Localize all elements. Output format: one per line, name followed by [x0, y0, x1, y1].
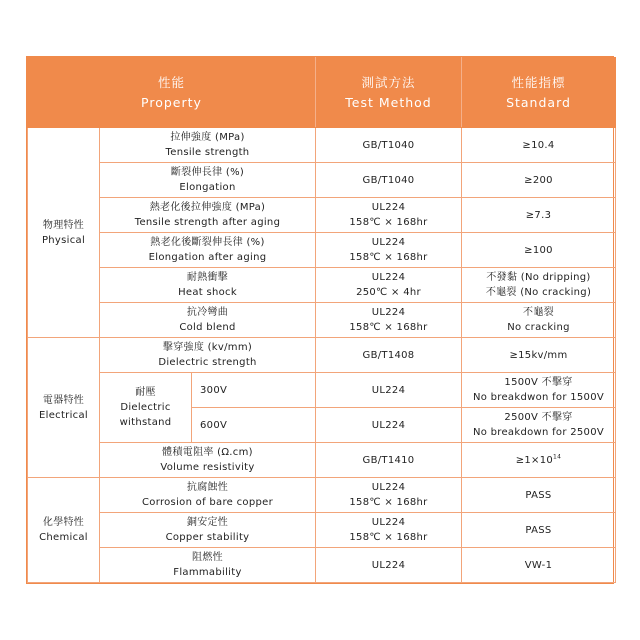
property-en: Dielectric — [120, 402, 171, 413]
property-zh: 阻燃性 — [192, 552, 223, 563]
standard-line: ≥100 — [524, 244, 553, 256]
spec-table-container — [26, 56, 614, 584]
standard-cell — [462, 373, 616, 408]
header-standard — [462, 58, 616, 128]
method-line: UL224 — [371, 202, 406, 213]
standard-exponent: 14 — [553, 453, 562, 461]
category-physical — [28, 128, 100, 338]
property-cell — [100, 548, 316, 583]
category-en: Chemical — [39, 532, 88, 543]
property-zh: 熱老化後斷裂伸長律 (%) — [150, 237, 265, 248]
method-cell — [316, 548, 462, 583]
property-en: Elongation — [179, 182, 236, 193]
standard-cell — [462, 198, 616, 233]
property-zh: 抗腐蝕性 — [186, 482, 229, 493]
category-zh: 化學特性 — [42, 517, 85, 528]
method-cell — [316, 233, 462, 268]
method-cell — [316, 338, 462, 373]
property-zh: 拉伸強度 (MPa) — [170, 132, 245, 143]
header-property-en: Property — [141, 94, 202, 110]
table-row — [28, 478, 616, 513]
property-zh: 銅安定性 — [186, 517, 229, 528]
table-row — [28, 303, 616, 338]
method-line: 158℃ × 168hr — [349, 252, 428, 263]
voltage-label: 300V — [200, 384, 228, 396]
standard-line: 不龜裂 — [523, 307, 554, 318]
method-line: 250℃ × 4hr — [356, 287, 421, 298]
category-electrical — [28, 338, 100, 478]
property-en: Tensile strength — [165, 147, 250, 158]
property-zh: 耐熱衝擊 — [186, 272, 229, 283]
property-zh: 擊穿強度 (kv/mm) — [162, 342, 253, 353]
method-line: 158℃ × 168hr — [349, 532, 428, 543]
standard-line: ≥15kv/mm — [509, 349, 568, 361]
property-en: Corrosion of bare copper — [142, 497, 273, 508]
standard-line: ≥10.4 — [522, 139, 555, 151]
withstand-cell — [100, 373, 192, 443]
method-line: 158℃ × 168hr — [349, 497, 428, 508]
standard-cell — [462, 548, 616, 583]
property-en: Volume resistivity — [160, 462, 255, 473]
standard-cell — [462, 478, 616, 513]
method-line: UL224 — [371, 237, 406, 248]
method-cell — [316, 303, 462, 338]
property-en: Dielectric strength — [158, 357, 257, 368]
table-row — [28, 443, 616, 478]
property-zh: 抗冷彎曲 — [186, 307, 229, 318]
header-property-zh: 性能 — [157, 74, 185, 90]
method-line: GB/T1408 — [362, 349, 415, 361]
method-cell — [316, 198, 462, 233]
standard-line: No cracking — [507, 322, 570, 333]
standard-line: 不龜裂 (No cracking) — [485, 287, 592, 298]
header-method-en: Test Method — [345, 94, 432, 110]
standard-line: ≥7.3 — [525, 209, 552, 221]
standard-line: VW-1 — [524, 559, 553, 571]
header-method-zh: 測試方法 — [361, 74, 416, 90]
voltage-cell — [192, 408, 316, 443]
category-en: Physical — [41, 234, 86, 246]
standard-cell — [462, 443, 616, 478]
method-cell — [316, 373, 462, 408]
method-line: UL224 — [371, 559, 406, 571]
standard-line: PASS — [525, 524, 552, 536]
standard-line: 2500V 不擊穿 — [504, 412, 573, 423]
method-line: UL224 — [371, 419, 406, 431]
property-cell — [100, 443, 316, 478]
standard-cell — [462, 408, 616, 443]
property-cell — [100, 303, 316, 338]
standard-line: No breakdown for 2500V — [472, 427, 605, 438]
voltage-cell — [192, 373, 316, 408]
method-line: UL224 — [371, 517, 406, 528]
category-zh: 物理特性 — [42, 219, 85, 231]
standard-line: 不發黏 (No dripping) — [486, 272, 591, 283]
property-zh: 耐壓 — [135, 387, 156, 398]
method-cell — [316, 128, 462, 163]
table-row — [28, 128, 616, 163]
standard-cell — [462, 513, 616, 548]
voltage-label: 600V — [200, 419, 228, 431]
property-cell — [100, 513, 316, 548]
method-line: UL224 — [371, 482, 406, 493]
standard-cell — [462, 303, 616, 338]
property-cell — [100, 268, 316, 303]
standard-line: ≥200 — [524, 174, 553, 186]
property-en: Elongation after aging — [148, 252, 267, 263]
standard-line: No breakdwon for 1500V — [472, 392, 605, 403]
table-row — [28, 513, 616, 548]
method-line: GB/T1040 — [362, 139, 415, 151]
standard-line: PASS — [525, 489, 552, 501]
table-row — [28, 373, 616, 408]
property-zh: 體積電阻率 (Ω.cm) — [162, 447, 253, 458]
property-zh: 斷裂伸長律 (%) — [170, 167, 245, 178]
property-en: withstand — [119, 417, 172, 428]
table-row — [28, 163, 616, 198]
table-row — [28, 548, 616, 583]
method-line: GB/T1410 — [362, 454, 415, 466]
property-cell — [100, 198, 316, 233]
standard-cell — [462, 233, 616, 268]
table-row — [28, 338, 616, 373]
method-cell — [316, 443, 462, 478]
header-method — [316, 58, 462, 128]
property-cell — [100, 478, 316, 513]
method-cell — [316, 268, 462, 303]
standard-cell — [462, 338, 616, 373]
method-line: 158℃ × 168hr — [349, 217, 428, 228]
header-row — [28, 58, 616, 128]
category-chemical — [28, 478, 100, 583]
method-line: UL224 — [371, 384, 406, 396]
method-line: UL224 — [371, 307, 406, 318]
method-line: 158℃ × 168hr — [349, 322, 428, 333]
standard-cell — [462, 128, 616, 163]
property-cell — [100, 128, 316, 163]
header-standard-en: Standard — [506, 94, 571, 110]
method-line: GB/T1040 — [362, 174, 415, 186]
property-en: Cold blend — [179, 322, 236, 333]
table-row — [28, 198, 616, 233]
property-en: Tensile strength after aging — [134, 217, 281, 228]
category-en: Electrical — [39, 409, 88, 421]
standard-cell — [462, 163, 616, 198]
standard-cell — [462, 268, 616, 303]
category-zh: 電器特性 — [42, 394, 85, 406]
method-cell — [316, 478, 462, 513]
property-cell — [100, 163, 316, 198]
spec-table — [27, 57, 616, 583]
property-cell — [100, 233, 316, 268]
property-en: Flammability — [173, 567, 242, 578]
standard-line: ≥1×10 — [515, 454, 554, 466]
header-standard-zh: 性能指標 — [511, 74, 566, 90]
method-cell — [316, 163, 462, 198]
standard-line: 1500V 不擊穿 — [504, 377, 573, 388]
property-en: Copper stability — [165, 532, 250, 543]
property-cell — [100, 338, 316, 373]
table-row — [28, 268, 616, 303]
table-row — [28, 233, 616, 268]
property-zh: 熱老化後拉伸強度 (MPa) — [149, 202, 266, 213]
method-cell — [316, 408, 462, 443]
method-cell — [316, 513, 462, 548]
header-property — [28, 58, 316, 128]
property-en: Heat shock — [178, 287, 237, 298]
method-line: UL224 — [371, 272, 406, 283]
